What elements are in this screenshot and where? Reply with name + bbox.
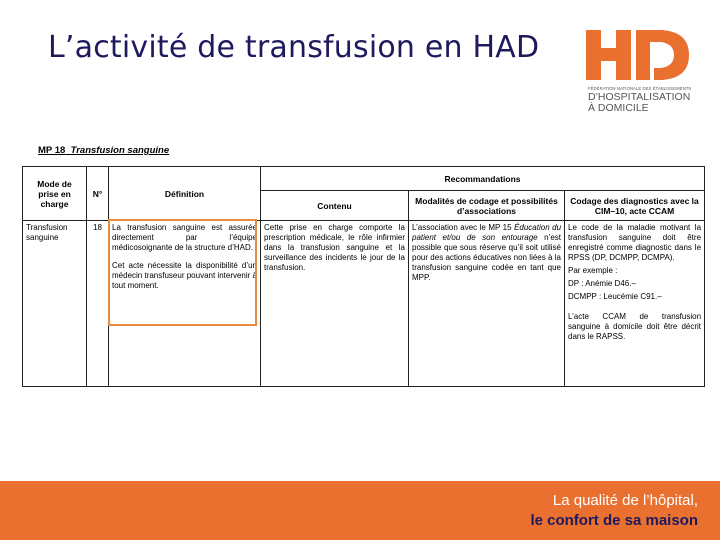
cell-contenu: Cette prise en charge comporte la prescription médicale, le rôle infirmier dans la transfusion sanguine et la surveillance des incidents le jour de la transfusion. — [261, 221, 409, 387]
had-logo-mark-icon — [584, 28, 704, 84]
modalites-part-a: L’association avec le MP 15 — [412, 223, 512, 232]
header-definition: Définition — [109, 167, 261, 221]
logo-line-hospitalisation: D’HOSPITALISATION — [588, 91, 691, 103]
header-codage: Codage des diagnostics avec la CIM–10, acte CCAM — [565, 191, 705, 221]
codage-example-dp: DP : Anémie D46.– — [568, 279, 636, 288]
logo-line-federation: FÉDÉRATION NATIONALE DES ÉTABLISSEMENTS — [588, 86, 692, 91]
definition-paragraph-2: Cet acte nécessite la disponibilité d’un médecin transfuseur pouvant intervenir à tout moment. — [112, 261, 257, 290]
definition-paragraph-1: La transfusion sanguine est assurée directement par l’équipe médicosoignante de la structure d’HAD. — [112, 223, 257, 252]
header-modalites: Modalités de codage et possibilités d’associations — [409, 191, 565, 221]
heading-code: MP 18 — [38, 145, 66, 156]
cell-codage — [565, 221, 705, 387]
header-number: N° — [87, 167, 109, 221]
codage-example-label: Par exemple : — [568, 266, 618, 275]
cell-number: 18 — [87, 221, 109, 387]
cell-mode: Transfusion sanguine — [23, 221, 87, 387]
footer-band — [0, 481, 720, 540]
definition-highlight-box — [108, 219, 257, 326]
modalites-part-b: Éducation du patient et/ou de son entourage — [412, 223, 562, 242]
codage-paragraph-ccam: L’acte CCAM de transfusion sanguine à domicile doit être décrit dans le RAPSS. — [568, 312, 702, 341]
fnehad-logo — [584, 28, 704, 120]
slide-title: L’activité de transfusion en HAD — [48, 30, 540, 65]
logo-line-domicile: À DOMICILE — [588, 102, 649, 114]
footer-tagline-2: le confort de sa maison — [530, 512, 698, 529]
cell-modalites — [409, 221, 565, 387]
header-mode: Mode de prise en charge — [23, 167, 87, 221]
codage-example-dcmpp: DCMPP : Leucémie C91.– — [568, 292, 662, 301]
header-contenu: Contenu — [261, 191, 409, 221]
heading-title: Transfusion sanguine — [70, 145, 170, 156]
document-heading — [38, 145, 169, 156]
footer-tagline-1: La qualité de l’hôpital, — [552, 492, 698, 509]
header-recommendations: Recommandations — [261, 167, 705, 191]
modalites-part-c: n’est possible que sous réserve qu’il soit utilisé pour des actions éducatives non liées à la transfusion sanguine codée en tant que MPP. — [412, 233, 561, 282]
codage-paragraph-1: Le code de la maladie motivant la transfusion sanguine doit être enregistré comme diagnostic dans le RPSS (DP, DCMPP, DCMPA). — [568, 223, 702, 262]
